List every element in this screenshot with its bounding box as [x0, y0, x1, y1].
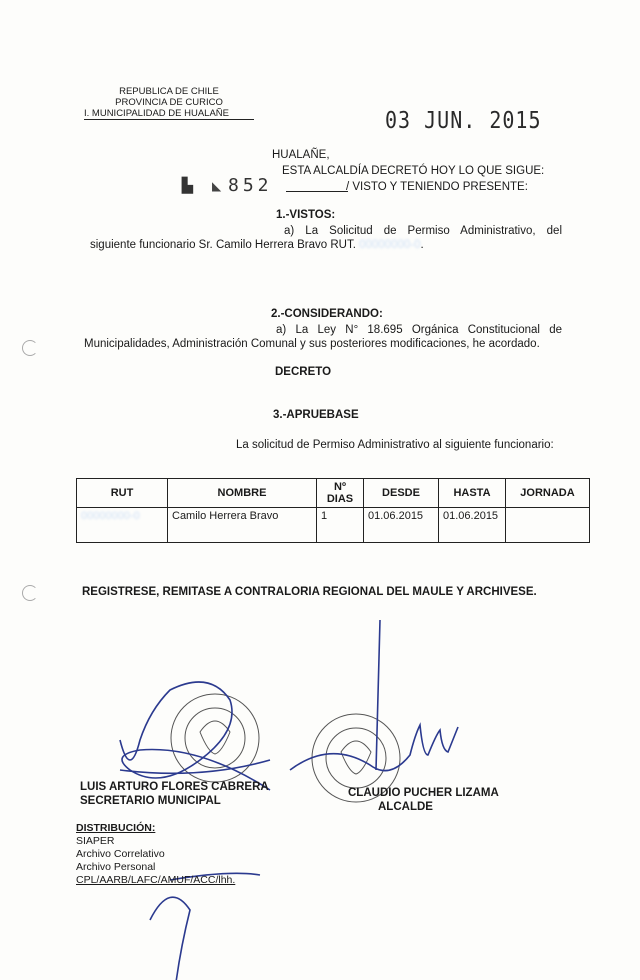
vistos-heading: 1.-VISTOS:	[276, 209, 336, 221]
decreto-heading: DECRETO	[275, 366, 332, 378]
signer-left	[80, 780, 269, 808]
letterhead-province: PROVINCIA DE CURICO	[115, 97, 223, 108]
signature-left-stroke	[120, 760, 270, 773]
col-desde: DESDE	[364, 479, 439, 508]
visto-line: / VISTO Y TENIENDO PRESENTE:	[346, 181, 528, 193]
cell-rut: 00000000-0	[77, 508, 168, 543]
cell-nombre: Camilo Herrera Bravo	[168, 508, 317, 543]
apruebase-text: La solicitud de Permiso Administrativo al siguiente funcionario:	[236, 439, 554, 451]
date-stamp: 03 JUN. 2015	[385, 106, 542, 134]
signer-right	[348, 786, 499, 814]
punch-hole-top	[22, 340, 38, 356]
distribution-block	[76, 822, 235, 887]
table-row	[77, 508, 590, 543]
decree-number: 852	[228, 175, 273, 196]
number-underline	[286, 191, 348, 192]
signer-right-title: ALCALDE	[378, 801, 433, 813]
distribution-item: SIAPER	[76, 835, 115, 847]
col-dias: Nº DIAS	[317, 479, 364, 508]
seal-left	[171, 694, 259, 782]
col-rut: RUT	[77, 479, 168, 508]
letterhead	[84, 86, 254, 120]
col-jornada: JORNADA	[506, 479, 590, 508]
vistos-body: a) La Solicitud de Permiso Administrativo, del siguiente funcionario Sr. Camilo Herrera Bravo RUT.	[90, 225, 562, 251]
stamp-mark-icon: ▙	[182, 177, 193, 193]
col-hasta: HASTA	[439, 479, 506, 508]
distribution-heading: DISTRIBUCIÓN:	[76, 822, 156, 834]
letterhead-municipality: I. MUNICIPALIDAD DE HUALAÑE	[84, 108, 254, 120]
signature-right	[290, 620, 458, 771]
col-nombre: NOMBRE	[168, 479, 317, 508]
considerando-heading: 2.-CONSIDERANDO:	[271, 308, 383, 320]
closing-statement: REGISTRESE, REMITASE A CONTRALORIA REGIONAL DEL MAULE Y ARCHIVESE.	[82, 586, 537, 598]
apruebase-heading: 3.-APRUEBASE	[273, 409, 359, 421]
signer-left-name: LUIS ARTURO FLORES CABRERA	[80, 781, 269, 793]
cell-dias: 1	[317, 508, 364, 543]
decree-line: ESTA ALCALDÍA DECRETÓ HOY LO QUE SIGUE:	[282, 165, 545, 177]
permiso-table	[76, 478, 590, 543]
cell-jornada	[506, 508, 590, 543]
signature-distribution	[150, 873, 260, 980]
stamp-mark-icon: ◣	[212, 179, 222, 193]
vistos-text: a) La Solicitud de Permiso Administrativo, del siguiente funcionario Sr. Camilo Herrera Bravo RUT. 00000000-0.	[90, 225, 562, 251]
distribution-item: Archivo Personal	[76, 861, 156, 873]
decree-number-row	[182, 175, 542, 197]
distribution-item: CPL/AARB/LAFC/AMUF/ACC/lhh.	[76, 874, 236, 886]
place: HUALAÑE,	[272, 149, 330, 161]
signer-left-title: SECRETARIO MUNICIPAL	[80, 795, 221, 807]
cell-desde: 01.06.2015	[364, 508, 439, 543]
punch-hole-bottom	[22, 585, 38, 601]
distribution-item: Archivo Correlativo	[76, 848, 165, 860]
signature-left	[120, 682, 270, 790]
redacted-rut: 00000000-0	[359, 239, 421, 251]
cell-hasta: 01.06.2015	[439, 508, 506, 543]
considerando-text: a) La Ley N° 18.695 Orgánica Constitucional de Municipalidades, Administración Comunal y sus posteriores modificaciones, he acordado.	[84, 324, 562, 350]
table-header-row	[77, 479, 590, 508]
signer-right-name: CLAUDIO PUCHER LIZAMA	[348, 787, 499, 799]
letterhead-country: REPUBLICA DE CHILE	[119, 86, 219, 97]
